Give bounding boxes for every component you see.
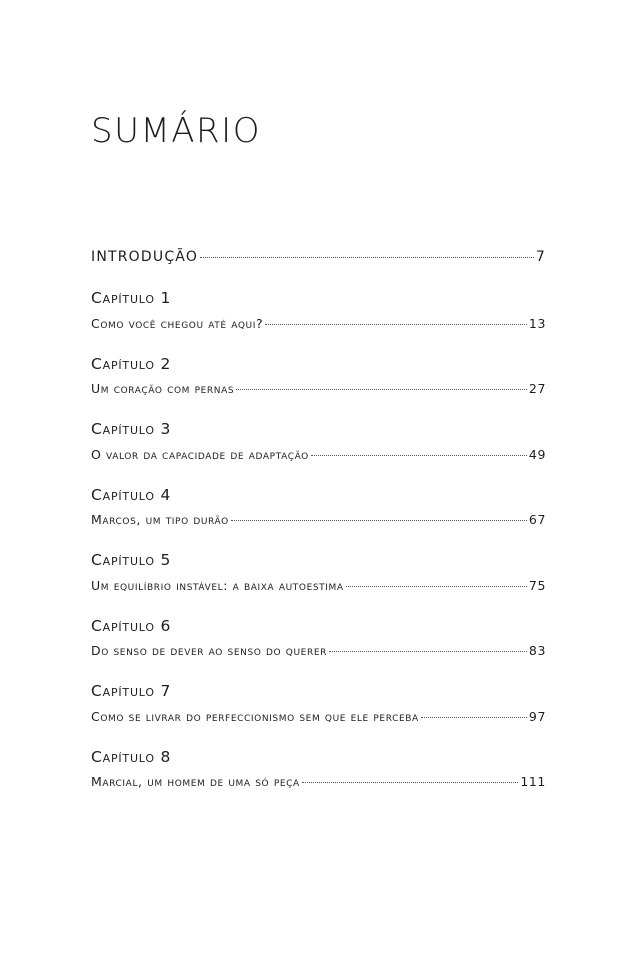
toc-entry-title: O valor da capacidade de adaptação bbox=[91, 446, 309, 462]
toc-entry-title: Marcial, um homem de uma só peça bbox=[91, 774, 300, 789]
toc-entry-title: Um coração com pernas bbox=[91, 381, 235, 396]
toc-entry bbox=[91, 447, 546, 462]
toc-chapter-6 bbox=[91, 616, 546, 659]
chapter-label: Capítulo 2 bbox=[91, 354, 172, 373]
toc-entry-title: Como você chegou até aqui? bbox=[91, 315, 264, 331]
toc-page-number: 7 bbox=[535, 249, 546, 265]
toc-page-number: 27 bbox=[528, 381, 546, 396]
dot-leader bbox=[200, 257, 534, 258]
toc-page-number: 83 bbox=[528, 643, 546, 658]
chapter-label: Capítulo 5 bbox=[91, 551, 172, 569]
chapter-label: Capítulo 3 bbox=[91, 420, 172, 438]
chapter-label: Capítulo 1 bbox=[91, 289, 172, 307]
dot-leader bbox=[231, 520, 527, 521]
toc-page-number: 111 bbox=[520, 774, 546, 789]
chapter-label: Capítulo 8 bbox=[91, 747, 172, 766]
chapter-label: Capítulo 7 bbox=[91, 682, 172, 700]
chapter-label: Capítulo 4 bbox=[91, 485, 172, 504]
toc-page-number: 67 bbox=[528, 512, 546, 527]
dot-leader bbox=[329, 651, 527, 652]
toc-entry bbox=[91, 512, 546, 527]
toc-entry-title: Um equilíbrio instável: a baixa autoestima bbox=[91, 577, 344, 593]
toc-chapter-3 bbox=[91, 422, 546, 462]
toc-page-number: 97 bbox=[528, 708, 546, 724]
dot-leader bbox=[265, 324, 527, 325]
toc-page-number: 49 bbox=[528, 446, 546, 462]
toc-entry-introduction bbox=[91, 249, 546, 265]
toc-entry bbox=[91, 316, 546, 331]
toc-entry-title: Como se livrar do perfeccionismo sem que ele perceba bbox=[91, 708, 419, 724]
dot-leader bbox=[302, 782, 519, 783]
toc-page-number: 13 bbox=[528, 315, 546, 331]
toc-entry bbox=[91, 643, 546, 658]
dot-leader bbox=[346, 586, 527, 587]
toc-chapter-5 bbox=[91, 553, 546, 593]
page-title: SUMÁRIO bbox=[91, 111, 261, 151]
table-of-contents bbox=[91, 249, 546, 789]
toc-chapter-4 bbox=[91, 485, 546, 528]
toc-entry-title: Do senso de dever ao senso do querer bbox=[91, 643, 327, 658]
toc-chapter-2 bbox=[91, 354, 546, 397]
toc-entry bbox=[91, 774, 546, 789]
toc-entry bbox=[91, 578, 546, 593]
chapter-label: Capítulo 6 bbox=[91, 616, 172, 635]
toc-chapter-1 bbox=[91, 291, 546, 331]
toc-chapter-8 bbox=[91, 747, 546, 790]
toc-entry bbox=[91, 381, 546, 396]
toc-entry-title: Marcos, um tipo durão bbox=[91, 512, 229, 527]
dot-leader bbox=[311, 455, 527, 456]
dot-leader bbox=[421, 717, 527, 718]
toc-entry bbox=[91, 709, 546, 724]
dot-leader bbox=[236, 389, 527, 390]
toc-entry-title: INTRODUÇÃO bbox=[91, 249, 199, 265]
toc-page-number: 75 bbox=[528, 577, 546, 593]
toc-chapter-7 bbox=[91, 684, 546, 724]
